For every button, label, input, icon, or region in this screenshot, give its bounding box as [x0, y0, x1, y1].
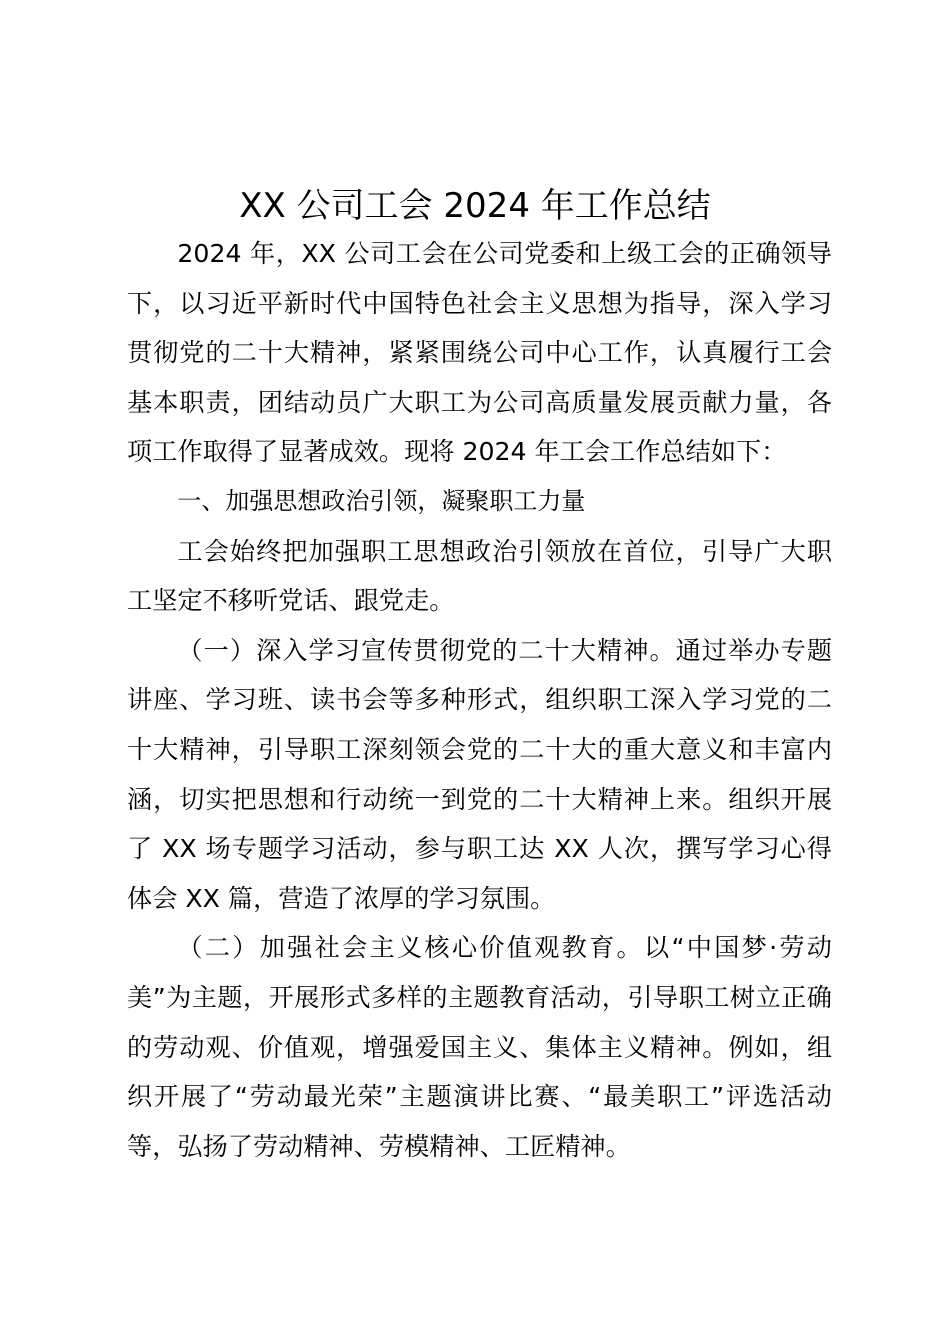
subsection-1-paragraph: （一）深入学习宣传贯彻党的二十大精神。通过举办专题讲座、学习班、读书会等多种形式，组织职工深入学习党的二十大精神，引导职工深刻领会党的二十大的重大意义和丰富内涵，切实把思想和行动统一到党的二十大精神上来。组织开展了 XX 场专题学习活动，参与职工达 XX 人次，撰写学习心得体会 XX 篇，营造了浓厚的学习氛围。: [127, 635, 832, 913]
intro-paragraph: 2024 年，XX 公司工会在公司党委和上级工会的正确领导下，以习近平新时代中国特色社会主义思想为指导，深入学习贯彻党的二十大精神，紧紧围绕公司中心工作，认真履行工会基本职责，团结动员广大职工为公司高质量发展贡献力量，各项工作取得了显著成效。现将 2024 年工会工作总结如下：: [127, 239, 832, 467]
subsection-2-paragraph: （二）加强社会主义核心价值观教育。以“中国梦·劳动美”为主题，开展形式多样的主题教育活动，引导职工树立正确的劳动观、价值观，增强爱国主义、集体主义精神。例如，组织开展了“劳动最光荣”主题演讲比赛、“最美职工”评选活动等，弘扬了劳动精神、劳模精神、工匠精神。: [127, 933, 832, 1161]
section-1-intro-paragraph: 工会始终把加强职工思想政治引领放在首位，引导广大职工坚定不移听党话、跟党走。: [127, 536, 832, 616]
document-title: XX 公司工会 2024 年工作总结: [239, 186, 711, 226]
section-heading-1: 一、加强思想政治引领，凝聚职工力量: [177, 486, 586, 515]
document-body: [127, 229, 832, 1171]
